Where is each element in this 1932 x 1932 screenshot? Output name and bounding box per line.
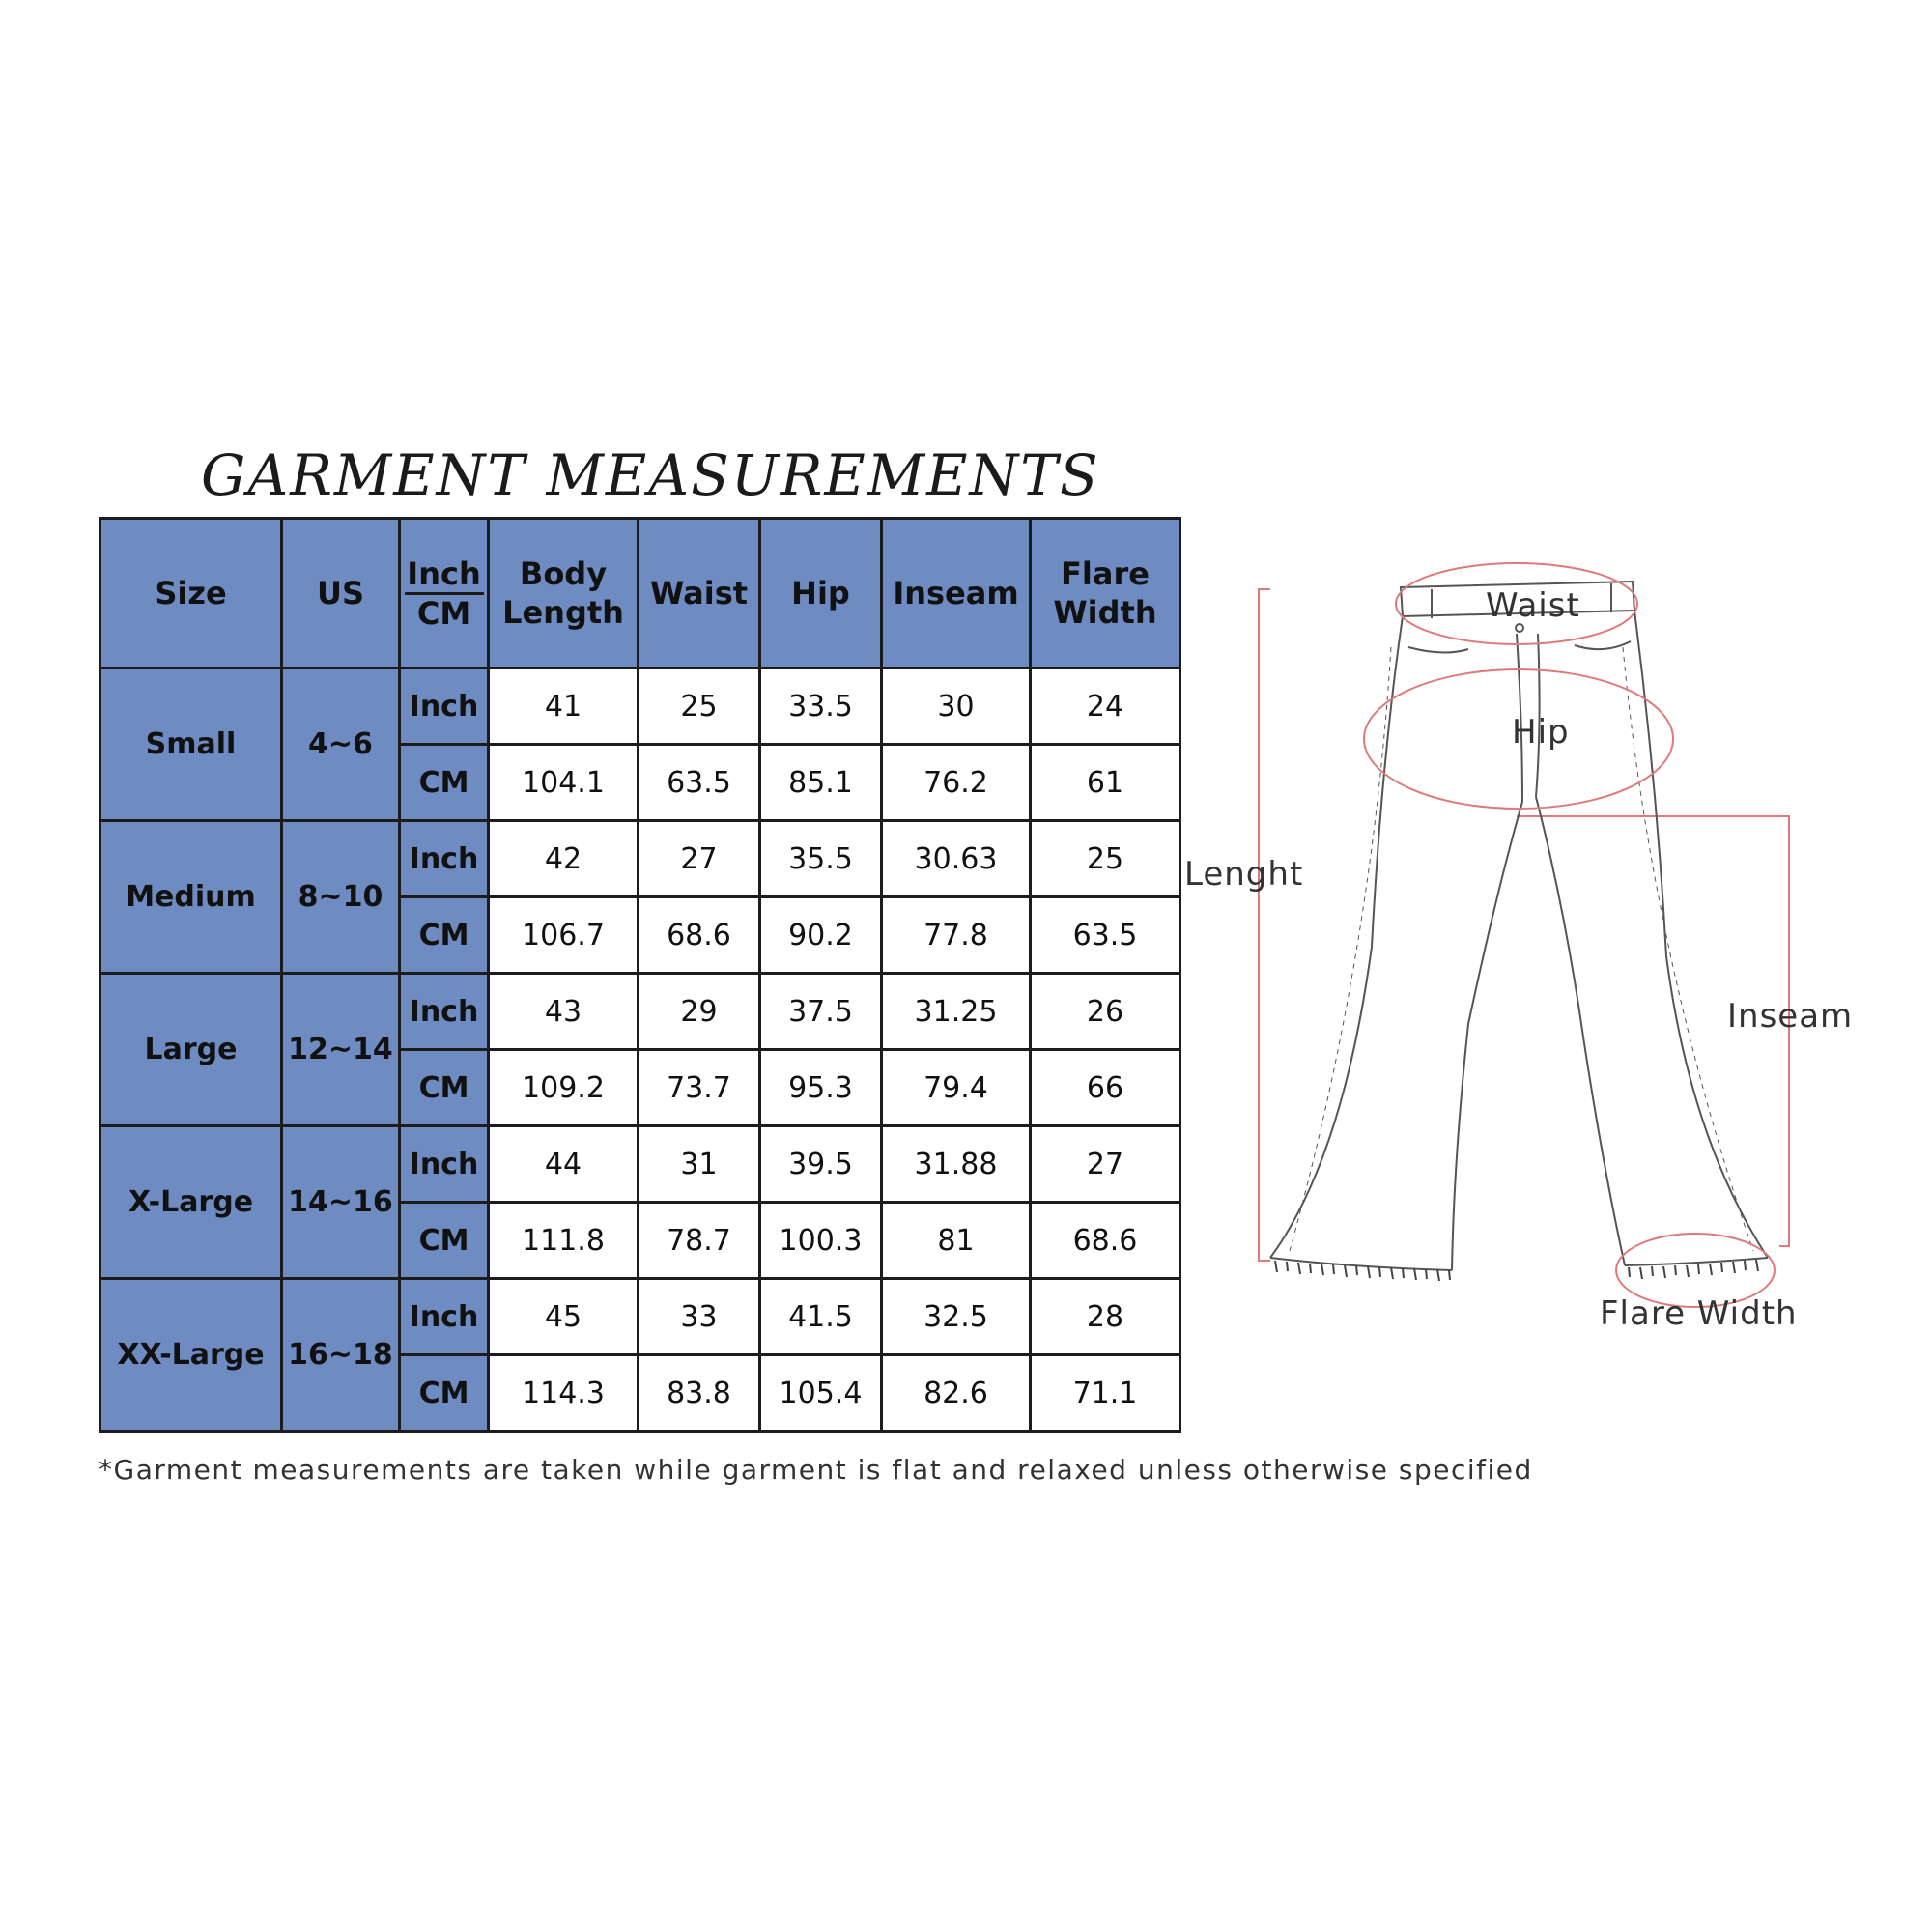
us-size-cell: 14~16	[282, 1126, 400, 1279]
size-cell: XX-Large	[100, 1279, 282, 1432]
unit-cell: CM	[400, 1050, 489, 1126]
length-bracket	[1259, 589, 1270, 1261]
waist-cell: 27	[639, 821, 760, 897]
waist-cell: 83.8	[639, 1355, 760, 1432]
unit-cell: Inch	[400, 821, 489, 897]
size-cell: X-Large	[100, 1126, 282, 1279]
waist-cell: 29	[639, 974, 760, 1050]
unit-cell: Inch	[400, 1126, 489, 1203]
us-size-cell: 8~10	[282, 821, 400, 974]
inseam-cell: 76.2	[882, 745, 1031, 821]
body-length-cell: 111.8	[489, 1203, 639, 1279]
flare-width-cell: 27	[1031, 1126, 1180, 1203]
table-row	[100, 668, 1180, 745]
pants-illustration	[1179, 541, 1893, 1352]
header-unit-cm: CM	[416, 594, 471, 632]
header-body-length	[489, 519, 639, 668]
header-flare-width-line2: Width	[1053, 594, 1157, 631]
table-row	[100, 1126, 1180, 1203]
size-cell: Small	[100, 668, 282, 821]
body-length-cell: 42	[489, 821, 639, 897]
body-length-cell: 104.1	[489, 745, 639, 821]
table-row	[100, 1279, 1180, 1355]
footnote: *Garment measurements are taken while garment is flat and relaxed unless otherwise specified	[99, 1454, 1533, 1486]
body-length-cell: 114.3	[489, 1355, 639, 1432]
inseam-cell: 82.6	[882, 1355, 1031, 1432]
table-row	[100, 821, 1180, 897]
hip-cell: 35.5	[760, 821, 882, 897]
pants-diagram	[1179, 541, 1893, 1352]
flare-width-cell: 24	[1031, 668, 1180, 745]
unit-cell: CM	[400, 1355, 489, 1432]
flare-width-label: Flare Width	[1600, 1294, 1798, 1333]
flare-width-cell: 63.5	[1031, 897, 1180, 974]
body-length-cell: 44	[489, 1126, 639, 1203]
unit-cell: Inch	[400, 974, 489, 1050]
waist-label: Waist	[1486, 586, 1580, 625]
flare-width-cell: 28	[1031, 1279, 1180, 1355]
waist-cell: 25	[639, 668, 760, 745]
header-us: US	[282, 519, 400, 668]
inseam-cell: 77.8	[882, 897, 1031, 974]
us-size-cell: 16~18	[282, 1279, 400, 1432]
header-hip: Hip	[760, 519, 882, 668]
inseam-cell: 30	[882, 668, 1031, 745]
size-chart-table	[99, 517, 1181, 1433]
inseam-cell: 31.88	[882, 1126, 1031, 1203]
flare-width-cell: 71.1	[1031, 1355, 1180, 1432]
header-inseam: Inseam	[882, 519, 1031, 668]
waist-cell: 33	[639, 1279, 760, 1355]
header-waist: Waist	[639, 519, 760, 668]
length-label: Lenght	[1184, 855, 1304, 894]
hip-cell: 39.5	[760, 1126, 882, 1203]
inseam-label: Inseam	[1727, 997, 1854, 1036]
body-length-cell: 109.2	[489, 1050, 639, 1126]
unit-cell: CM	[400, 1203, 489, 1279]
hip-cell: 85.1	[760, 745, 882, 821]
us-size-cell: 4~6	[282, 668, 400, 821]
unit-cell: Inch	[400, 1279, 489, 1355]
flare-width-cell: 61	[1031, 745, 1180, 821]
size-cell: Medium	[100, 821, 282, 974]
unit-cell: Inch	[400, 668, 489, 745]
page-title: GARMENT MEASUREMENTS	[201, 442, 1100, 508]
hip-cell: 33.5	[760, 668, 882, 745]
flare-width-cell: 26	[1031, 974, 1180, 1050]
size-cell: Large	[100, 974, 282, 1126]
waist-cell: 68.6	[639, 897, 760, 974]
header-row	[100, 519, 1180, 668]
hip-cell: 41.5	[760, 1279, 882, 1355]
inseam-cell: 81	[882, 1203, 1031, 1279]
flare-width-cell: 66	[1031, 1050, 1180, 1126]
waist-cell: 73.7	[639, 1050, 760, 1126]
unit-cell: CM	[400, 897, 489, 974]
unit-cell: CM	[400, 745, 489, 821]
hip-cell: 95.3	[760, 1050, 882, 1126]
header-unit	[400, 519, 489, 668]
inseam-cell: 31.25	[882, 974, 1031, 1050]
table-row	[100, 974, 1180, 1050]
hip-cell: 105.4	[760, 1355, 882, 1432]
body-length-cell: 45	[489, 1279, 639, 1355]
inseam-cell: 79.4	[882, 1050, 1031, 1126]
body-length-cell: 106.7	[489, 897, 639, 974]
hip-cell: 37.5	[760, 974, 882, 1050]
waist-cell: 78.7	[639, 1203, 760, 1279]
header-size: Size	[100, 519, 282, 668]
header-flare-width	[1031, 519, 1180, 668]
header-flare-width-line1: Flare	[1061, 555, 1150, 592]
flare-width-cell: 68.6	[1031, 1203, 1180, 1279]
hip-cell: 100.3	[760, 1203, 882, 1279]
waist-cell: 31	[639, 1126, 760, 1203]
flare-width-cell: 25	[1031, 821, 1180, 897]
hip-label: Hip	[1512, 713, 1570, 752]
header-body-length-line1: Body	[519, 555, 608, 592]
waist-cell: 63.5	[639, 745, 760, 821]
inseam-cell: 32.5	[882, 1279, 1031, 1355]
header-unit-inch: Inch	[405, 555, 484, 595]
us-size-cell: 12~14	[282, 974, 400, 1126]
body-length-cell: 41	[489, 668, 639, 745]
body-length-cell: 43	[489, 974, 639, 1050]
pants-outline	[1270, 582, 1768, 1270]
header-body-length-line2: Length	[502, 594, 624, 631]
inseam-cell: 30.63	[882, 821, 1031, 897]
hip-cell: 90.2	[760, 897, 882, 974]
